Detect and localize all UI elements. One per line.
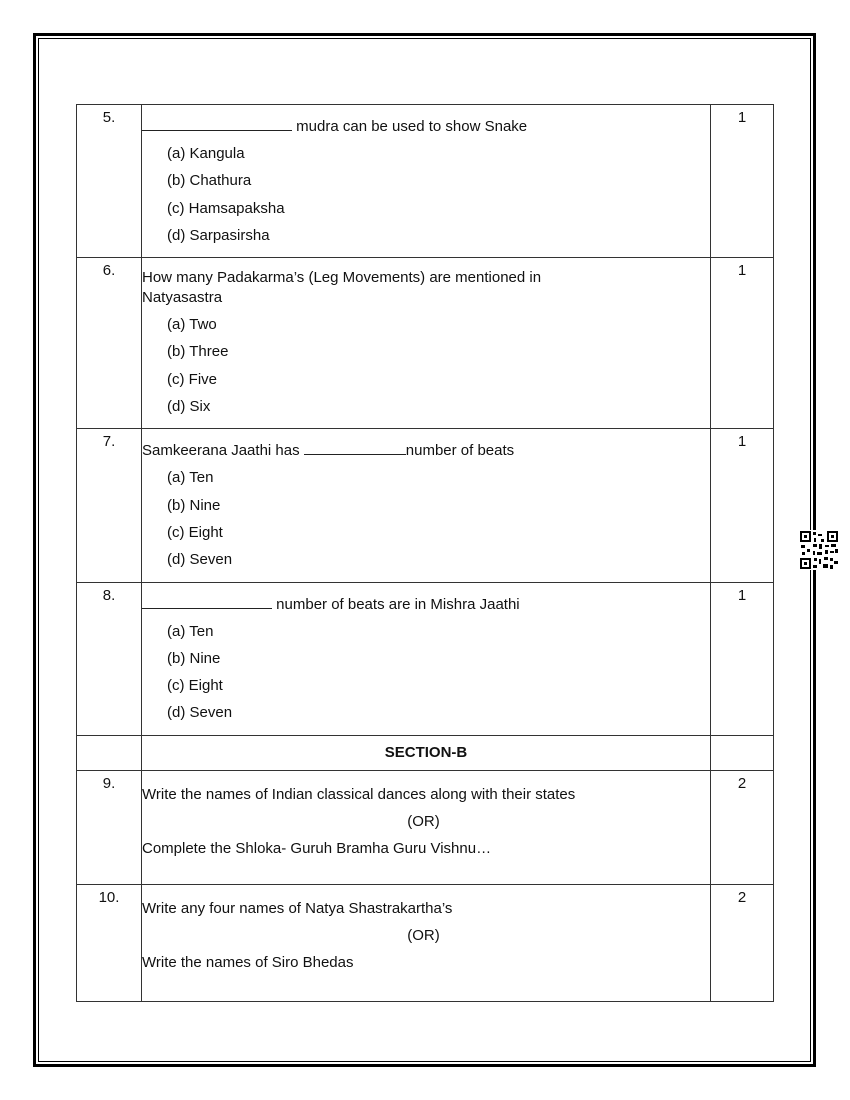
- question-body: [142, 770, 711, 884]
- question-row-7: [77, 429, 774, 582]
- question-row-8: [77, 582, 774, 735]
- qr-code-icon: [799, 530, 839, 570]
- question-text: How many Padakarma’s (Leg Movements) are mentioned in Natyasastra: [142, 269, 542, 307]
- section-marks-cell: [711, 735, 774, 770]
- question-number: 10.: [77, 884, 142, 1001]
- question-row-5: [77, 105, 774, 258]
- question-number: 7.: [77, 429, 142, 582]
- option-d: (d) Sarpasirsha: [167, 226, 270, 244]
- question-body: [142, 258, 711, 429]
- question-body: [142, 429, 711, 582]
- question-row-10: [77, 884, 774, 1001]
- option-c: (c) Hamsapaksha: [167, 199, 285, 217]
- option-d: (d) Seven: [167, 704, 233, 722]
- option-b: (b) Three: [167, 343, 229, 361]
- question-row-6: [77, 258, 774, 429]
- section-number-cell: [77, 735, 142, 770]
- option-a: (a) Ten: [167, 622, 214, 640]
- question-marks: 2: [711, 770, 774, 884]
- option-d: (d) Six: [167, 398, 211, 416]
- option-b: (b) Nine: [167, 496, 221, 514]
- question-marks: 1: [711, 105, 774, 258]
- question-alternative: Write the names of Siro Bhedas: [142, 953, 354, 971]
- question-row-9: [77, 770, 774, 884]
- question-text: number of beats are in Mishra Jaathi: [142, 593, 710, 615]
- option-b: (b) Nine: [167, 649, 221, 667]
- section-row: [77, 735, 774, 770]
- option-c: (c) Eight: [167, 523, 223, 541]
- question-alternative: Complete the Shloka- Guruh Bramha Guru Vishnu…: [142, 839, 492, 857]
- question-number: 5.: [77, 105, 142, 258]
- question-body: [142, 884, 711, 1001]
- question-text: Write the names of Indian classical dances along with their states: [142, 785, 576, 803]
- option-d: (d) Seven: [167, 551, 233, 569]
- fill-blank: [142, 115, 292, 131]
- option-b: (b) Chathura: [167, 172, 252, 190]
- section-title: SECTION-B: [142, 735, 711, 770]
- option-c: (c) Five: [167, 370, 217, 388]
- question-marks: 1: [711, 582, 774, 735]
- option-a: (a) Kangula: [167, 145, 245, 162]
- question-marks: 2: [711, 884, 774, 1001]
- option-a: (a) Two: [167, 316, 217, 334]
- option-a: (a) Ten: [167, 469, 214, 487]
- fill-blank: [142, 593, 272, 609]
- question-text: mudra can be used to show Snake: [142, 115, 710, 137]
- question-body: [142, 582, 711, 735]
- or-label: (OR): [407, 926, 440, 944]
- question-marks: 1: [711, 258, 774, 429]
- question-number: 6.: [77, 258, 142, 429]
- or-label: (OR): [407, 812, 440, 830]
- question-body: [142, 105, 711, 258]
- question-table: [76, 104, 774, 1002]
- question-number: 9.: [77, 770, 142, 884]
- fill-blank: [304, 439, 406, 455]
- question-number: 8.: [77, 582, 142, 735]
- option-c: (c) Eight: [167, 677, 223, 695]
- question-text: Write any four names of Natya Shastrakartha’s: [142, 899, 453, 917]
- question-marks: 1: [711, 429, 774, 582]
- question-text: Samkeerana Jaathi has number of beats: [142, 439, 710, 461]
